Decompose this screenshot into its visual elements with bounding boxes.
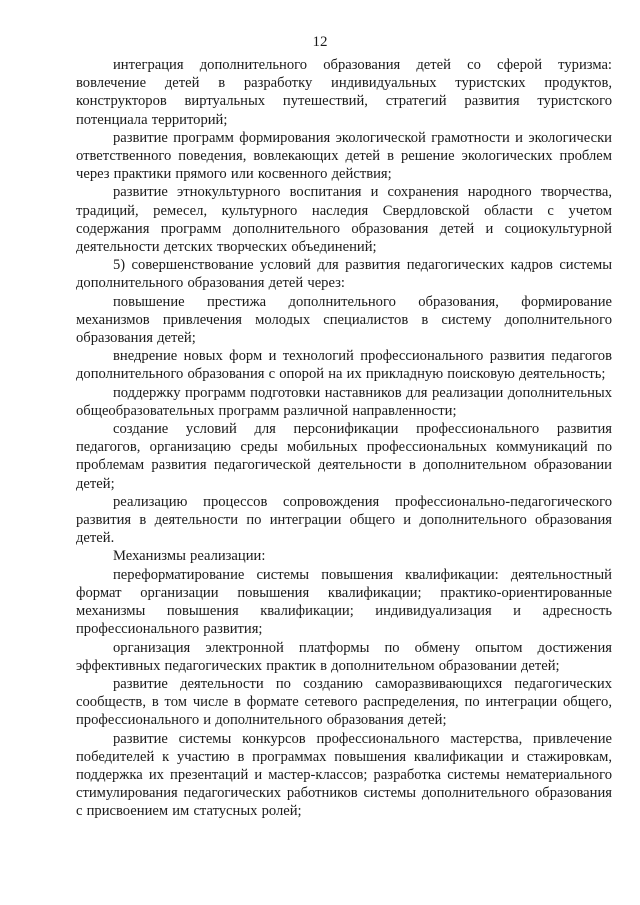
paragraph: реализацию процессов сопровождения профессионально-педагогического развития в деятельности по интеграции общего и дополнительного образования детей. — [76, 493, 612, 547]
paragraph: повышение престижа дополнительного образования, формирование механизмов привлечения молодых специалистов в систему дополнительного образования детей; — [76, 293, 612, 347]
paragraph: развитие программ формирования экологической грамотности и экологически ответственного поведения, вовлекающих детей в решение экологических проблем через практики прямого или косвенного действия; — [76, 129, 612, 183]
document-body — [76, 56, 612, 821]
paragraph: поддержку программ подготовки наставников для реализации дополнительных общеобразовательных программ различной направленности; — [76, 384, 612, 419]
paragraph: внедрение новых форм и технологий профессионального развития педагогов дополнительного образования с опорой на их прикладную поисковую деятельность; — [76, 348, 612, 383]
paragraph: 5) совершенствование условий для развития педагогических кадров системы дополнительного образования детей через: — [76, 257, 612, 292]
paragraph: переформатирование системы повышения квалификации: деятельностный формат организации повышения квалификации; практико-ориентированные механизмы повышения квалификации; индивидуализация и адресность профессионального развития; — [76, 566, 612, 638]
section-heading: Механизмы реализации: — [113, 548, 266, 565]
paragraph: развитие этнокультурного воспитания и сохранения народного творчества, традиций, ремесел, культурного наследия Свердловской области с учетом содержания программ дополнительного образования детей и социокультурной деятельности детских творческих объединений; — [76, 184, 612, 256]
page-number: 12 — [312, 34, 328, 50]
paragraph: создание условий для персонификации профессионального развития педагогов, организацию среды мобильных профессиональных коммуникаций по проблемам развития педагогической деятельности в дополнительном образовании детей; — [76, 421, 612, 492]
paragraph: организация электронной платформы по обмену опытом достижения эффективных педагогических практик в дополнительном образовании детей; — [76, 639, 612, 674]
paragraph: интеграция дополнительного образования детей со сферой туризма: вовлечение детей в разработку индивидуальных туристских продуктов, конструкторов виртуальных путешествий, стратегий развития туристского потенциала территорий; — [76, 57, 612, 128]
paragraph: развитие деятельности по созданию саморазвивающихся педагогических сообществ, в том числе в формате сетевого распределения, по интеграции общего, профессионального и дополнительного образования детей; — [76, 675, 612, 729]
paragraph: развитие системы конкурсов профессионального мастерства, привлечение победителей к участию в программах повышения квалификации и стажировкам, поддержка их презентаций и мастер-классов; разработка системы нематериального стимулирования педагогических работников системы дополнительного образования с присвоением им статусных ролей; — [76, 730, 612, 820]
